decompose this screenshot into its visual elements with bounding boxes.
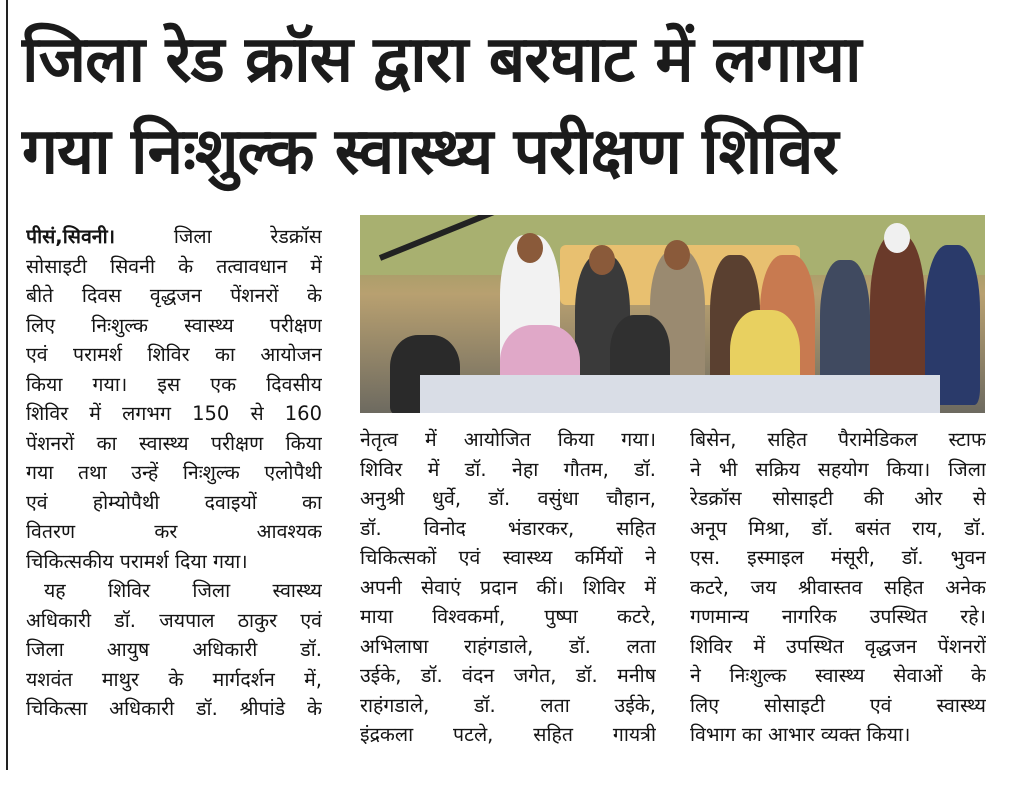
text-line: चिकित्सकों एवं स्वास्थ्य कर्मियों ने: [360, 546, 656, 569]
text-line: शिविर में लगभग 150 से 160: [26, 402, 322, 425]
text-line: उईके, डॉ. वंदन जगेत, डॉ. मनीष: [360, 664, 656, 687]
text-line: शिविर में उपस्थित वृद्धजन पेंशनरों: [690, 634, 986, 658]
text-line: बिसेन, सहित पैरामेडिकल स्टाफ: [690, 428, 986, 451]
column-rule: [6, 0, 8, 770]
dateline: पीसं,सिवनी।: [26, 225, 116, 248]
text-line: नेतृत्व में आयोजित किया गया।: [360, 428, 656, 451]
text-line: माया विश्वकर्मा, पुष्पा कटरे,: [360, 605, 656, 628]
text-line: गणमान्य नागरिक उपस्थित रहे।: [690, 605, 986, 628]
text-line: अभिलाषा राहंगडाले, डॉ. लता: [360, 634, 656, 658]
text-line: गया तथा उन्हें निःशुल्क एलोपैथी: [26, 461, 322, 484]
text-line: इंद्रकला पटले, सहित गायत्री: [360, 723, 656, 746]
headline-line-1: जिला रेड क्रॉस द्वारा बरघाट में लगाया: [22, 23, 861, 97]
text-line: जिला आयुष अधिकारी डॉ.: [26, 638, 322, 661]
text-line: वितरण कर आवश्यक: [26, 520, 322, 543]
text-line: ने भी सक्रिय सहयोग किया। जिला: [690, 457, 986, 481]
text-line: एवं परामर्श शिविर का आयोजन: [26, 343, 322, 366]
text-line: रेडक्रॉस सोसाइटी की ओर से: [690, 487, 986, 510]
text-line: चिकित्सा अधिकारी डॉ. श्रीपांडे के: [26, 697, 322, 720]
article-column-1: [26, 222, 322, 724]
text-line: जिला रेडक्रॉस: [115, 225, 322, 248]
photo-head: [664, 240, 690, 270]
text-line: डॉ. विनोद भंडारकर, सहित: [360, 516, 656, 540]
headline: [22, 14, 992, 198]
text-line: यशवंत माथुर के मार्गदर्शन में,: [26, 667, 322, 691]
article-column-3: [690, 425, 986, 750]
text-line: अनूप मिश्रा, डॉ. बसंत राय, डॉ.: [690, 516, 986, 540]
text-line: किया गया। इस एक दिवसीय: [26, 372, 322, 396]
text-line: एस. इस्माइल मंसूरी, डॉ. भुवन: [690, 546, 986, 569]
text-line: सोसाइटी सिवनी के तत्वावधान में: [26, 254, 322, 278]
text-line: राहंगडाले, डॉ. लता उईके,: [360, 693, 656, 717]
text-line: यह शिविर जिला स्वास्थ्य: [44, 579, 322, 602]
text-line: पेंशनरों का स्वास्थ्य परीक्षण किया: [26, 431, 322, 455]
text-line: लिए सोसाइटी एवं स्वास्थ्य: [690, 693, 986, 717]
photo-table: [420, 375, 940, 413]
text-line: शिविर में डॉ. नेहा गौतम, डॉ.: [360, 457, 656, 481]
photo-head: [517, 233, 543, 263]
text-line: कटरे, जय श्रीवास्तव सहित अनेक: [690, 575, 986, 599]
photo-head: [884, 223, 910, 253]
text-line: बीते दिवस वृद्धजन पेंशनरों के: [26, 284, 322, 307]
text-line: लिए निःशुल्क स्वास्थ्य परीक्षण: [26, 313, 322, 337]
text-line: एवं होम्योपैथी दवाइयों का: [26, 490, 322, 514]
text-line: अधिकारी डॉ. जयपाल ठाकुर एवं: [26, 608, 322, 632]
text-line: अनुश्री धुर्वे, डॉ. वसुंधा चौहान,: [360, 487, 656, 510]
headline-line-2: गया निःशुल्क स्वास्थ्य परीक्षण शिविर: [22, 115, 838, 189]
text-line: विभाग का आभार व्यक्त किया।: [690, 723, 911, 746]
photo-head: [589, 245, 615, 275]
news-photo: [360, 215, 985, 413]
text-line: अपनी सेवाएं प्रदान कीं। शिविर में: [360, 575, 656, 599]
text-line: चिकित्सकीय परामर्श दिया गया।: [26, 549, 248, 573]
text-line: ने निःशुल्क स्वास्थ्य सेवाओं के: [690, 664, 986, 687]
article-column-2: [360, 425, 656, 750]
